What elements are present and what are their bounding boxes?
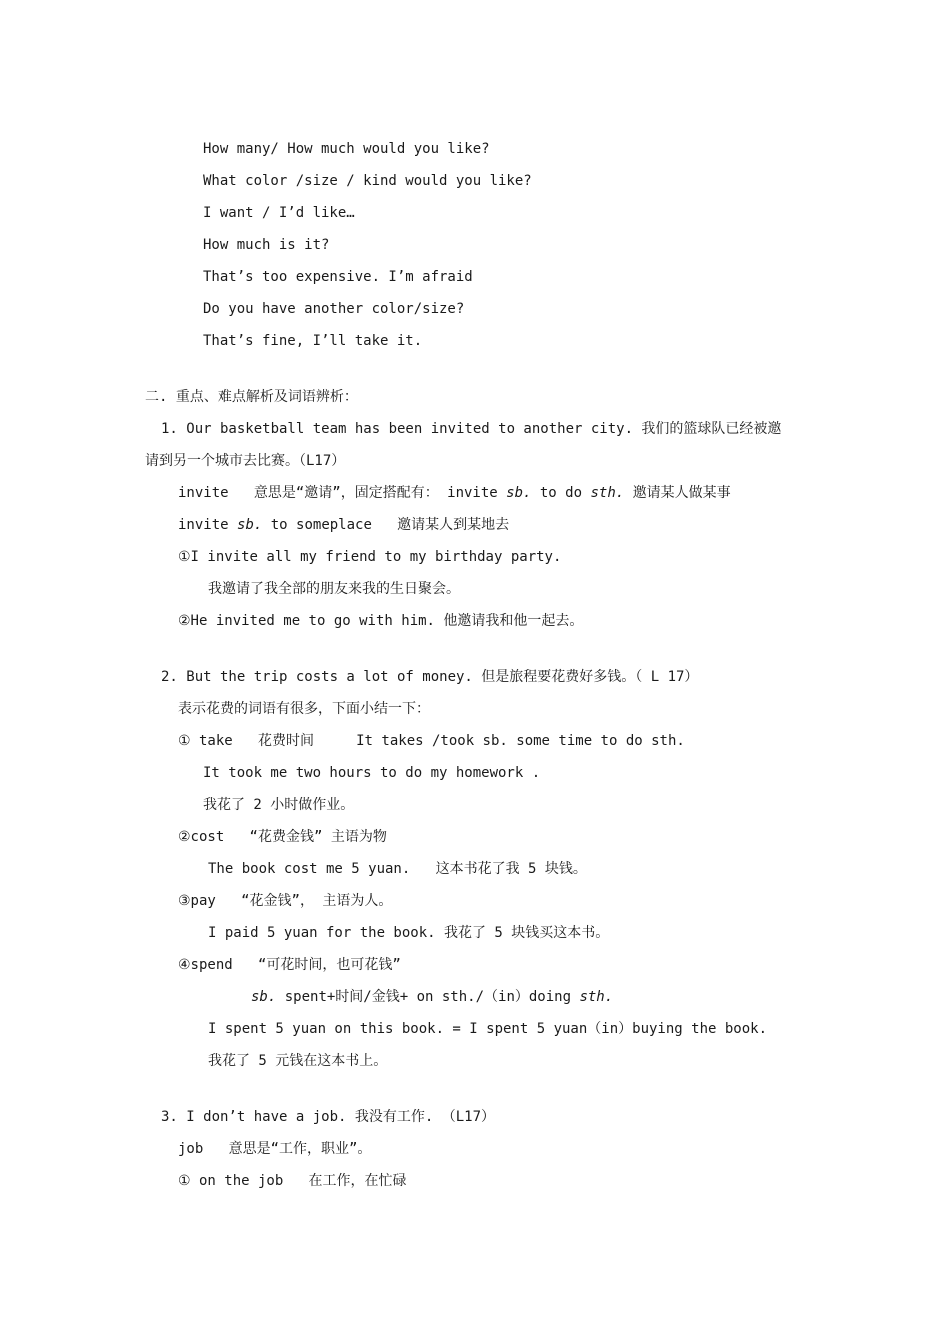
item2-spend-example-en: I spent 5 yuan on this book. = I spent 5 yuan（in）buying the book. [208,1021,768,1037]
item2-spend-pattern: sb. spent+时间/金钱+ on sth./（in）doing sth. [251,989,614,1005]
phrase-what-color: What color /size / kind would you like? [203,173,532,189]
phrase-another-color: Do you have another color/size? [203,301,465,317]
phrase-how-much: How much is it? [203,237,330,253]
item3-on-the-job: ① on the job 在工作，在忙碌 [178,1173,407,1189]
item2-spend-line: ④spend “可花时间，也可花钱” [178,957,401,973]
item2-cost-example: The book cost me 5 yuan. 这本书花了我 5 块钱。 [208,861,587,877]
item2-spend-example-cn: 我花了 5 元钱在这本书上。 [208,1053,388,1069]
item3-sentence: 3. I don’t have a job. 我没有工作. （L17） [161,1109,496,1125]
phrase-i-want: I want / I’d like… [203,205,355,221]
item1-example1-en: ①I invite all my friend to my birthday party. [178,549,562,565]
item3-job-line: job 意思是“工作，职业”。 [178,1141,372,1157]
phrase-how-many: How many/ How much would you like? [203,141,490,157]
item2-sentence: 2. But the trip costs a lot of money. 但是旅程要花费好多钱。（ L 17） [161,669,699,685]
item2-take-example-cn: 我花了 2 小时做作业。 [203,797,355,813]
item1-invite-place: invite sb. to someplace 邀请某人到某地去 [178,517,510,533]
item2-take-example-en: It took me two hours to do my homework . [203,765,541,781]
item1-sentence-b: 请到另一个城市去比赛。（L17） [145,453,346,469]
item1-invite-definition: invite 意思是“邀请”，固定搭配有： invite sb. to do sth. 邀请某人做某事 [178,485,731,501]
phrase-too-expensive: That’s too expensive. I’m afraid [203,269,473,285]
item2-take-line: ① take 花费时间 It takes /took sb. some time to do sth. [178,733,685,749]
item2-summary: 表示花费的词语有很多，下面小结一下： [178,701,430,717]
item1-example1-cn: 我邀请了我全部的朋友来我的生日聚会。 [208,581,460,597]
item2-pay-example: I paid 5 yuan for the book. 我花了 5 块钱买这本书。 [208,925,610,941]
section-heading: 二. 重点、难点解析及词语辨析： [145,389,358,405]
item1-sentence-a: 1. Our basketball team has been invited to another city. 我们的篮球队已经被邀 [161,421,782,437]
phrase-take-it: That’s fine, I’ll take it. [203,333,423,349]
item2-cost-line: ②cost “花费金钱” 主语为物 [178,829,387,845]
item2-pay-line: ③pay “花金钱”， 主语为人。 [178,893,393,909]
item1-example2: ②He invited me to go with him. 他邀请我和他一起去。 [178,613,584,629]
